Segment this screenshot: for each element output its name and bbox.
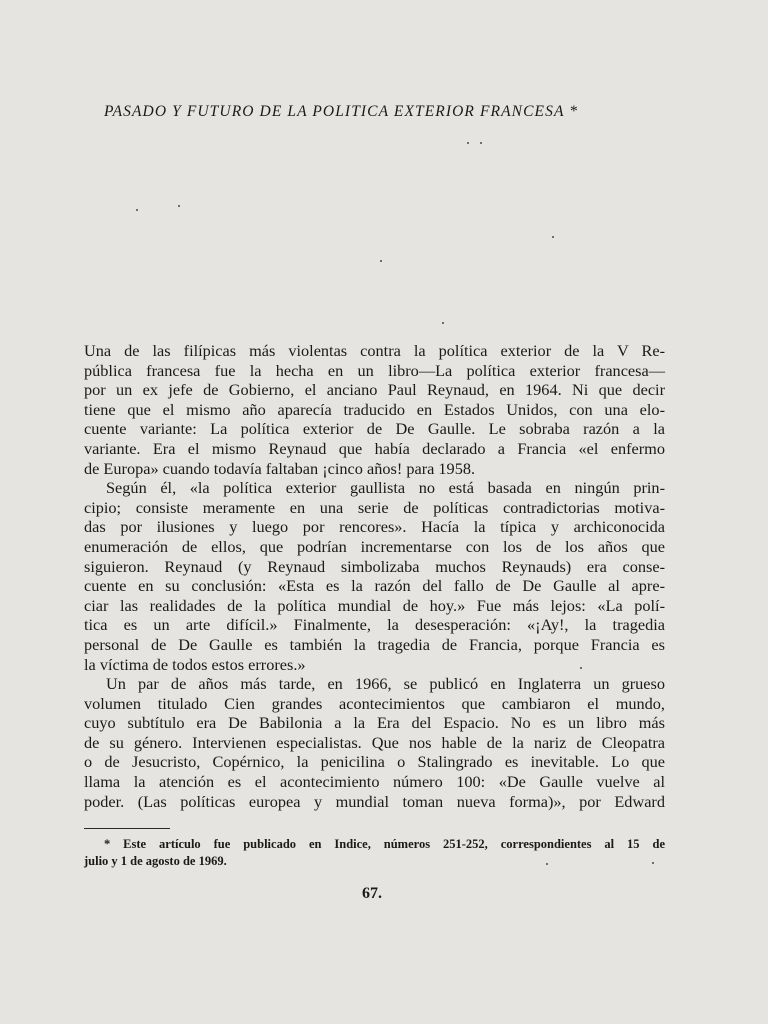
page-number: 67. — [362, 885, 382, 902]
body-line: siguieron. Reynaud (y Reynaud simbolizaba muchos Reynauds) era conse- — [84, 556, 665, 576]
body-line: de Europa» cuando todavía faltaban ¡cinco años! para 1958. — [84, 458, 476, 478]
scan-speck — [442, 322, 444, 324]
scan-speck — [546, 863, 548, 865]
body-line: poder. (Las políticas europea y mundial toman nueva forma)», por Edward — [84, 791, 665, 811]
article-body — [84, 341, 665, 811]
scan-speck — [467, 142, 469, 144]
footnote-divider — [84, 828, 170, 829]
footnote-line: * Este artículo fue publicado en Indice, números 251-252, correspondientes al 15 de — [104, 837, 665, 851]
footnote-line: julio y 1 de agosto de 1969. — [84, 854, 227, 868]
body-line: Un par de años más tarde, en 1966, se publicó en Inglaterra un grueso — [106, 674, 665, 694]
body-line: de su género. Intervienen especialistas. Que nos hable de la nariz de Cleopatra — [84, 732, 665, 752]
body-line: o de Jesucristo, Copérnico, la penicilina o Stalingrado es inevitable. Lo que — [84, 752, 665, 772]
body-line: cuyo subtítulo era De Babilonia a la Era del Espacio. No es un libro más — [84, 713, 665, 733]
body-line: ciar las realidades de la política mundial de hoy.» Fue más lejos: «La polí- — [84, 595, 665, 615]
body-line: pública francesa fue la hecha en un libro—La política exterior francesa— — [84, 360, 665, 380]
body-line: das por ilusiones y luego por rencores». Hacía la típica y archiconocida — [84, 517, 665, 537]
scan-speck — [652, 862, 654, 864]
body-line: Según él, «la política exterior gaullista no está basada en ningún prin- — [106, 478, 665, 498]
body-line: cuente variante: La política exterior de De Gaulle. Le sobraba razón a la — [84, 419, 665, 439]
body-line: variante. Era el mismo Reynaud que había declarado a Francia «el enfermo — [84, 438, 665, 458]
body-line: enumeración de ellos, que podrían incrementarse con los de los años que — [84, 536, 665, 556]
body-line: la víctima de todos estos errores.» — [84, 654, 306, 674]
body-line: tiene que el mismo año aparecía traducido en Estados Unidos, con una elo- — [84, 399, 665, 419]
scan-speck — [380, 260, 382, 262]
body-line: cuente en su conclusión: «Esta es la razón del fallo de De Gaulle al apre- — [84, 576, 665, 596]
body-line: personal de De Gaulle es también la tragedia de Francia, porque Francia es — [84, 634, 665, 654]
scan-speck — [178, 205, 180, 207]
body-line: por un ex jefe de Gobierno, el anciano Paul Reynaud, en 1964. Ni que decir — [84, 380, 665, 400]
body-line: volumen titulado Cien grandes acontecimientos que cambiaron el mundo, — [84, 693, 665, 713]
scan-speck — [580, 667, 582, 669]
body-line: Una de las filípicas más violentas contra la política exterior de la V Re- — [84, 341, 665, 360]
body-line: tica es un arte difícil.» Finalmente, la desesperación: «¡Ay!, la tragedia — [84, 615, 665, 635]
body-line: llama la atención es el acontecimiento número 100: «De Gaulle vuelve al — [84, 772, 665, 792]
footnote — [84, 836, 665, 870]
scan-speck — [552, 236, 554, 238]
body-line: cipio; consiste meramente en una serie de políticas contradictorias motiva- — [84, 497, 665, 517]
article-title: PASADO Y FUTURO DE LA POLITICA EXTERIOR FRANCESA * — [104, 103, 579, 120]
scan-speck — [480, 142, 482, 144]
scan-speck — [136, 209, 138, 211]
